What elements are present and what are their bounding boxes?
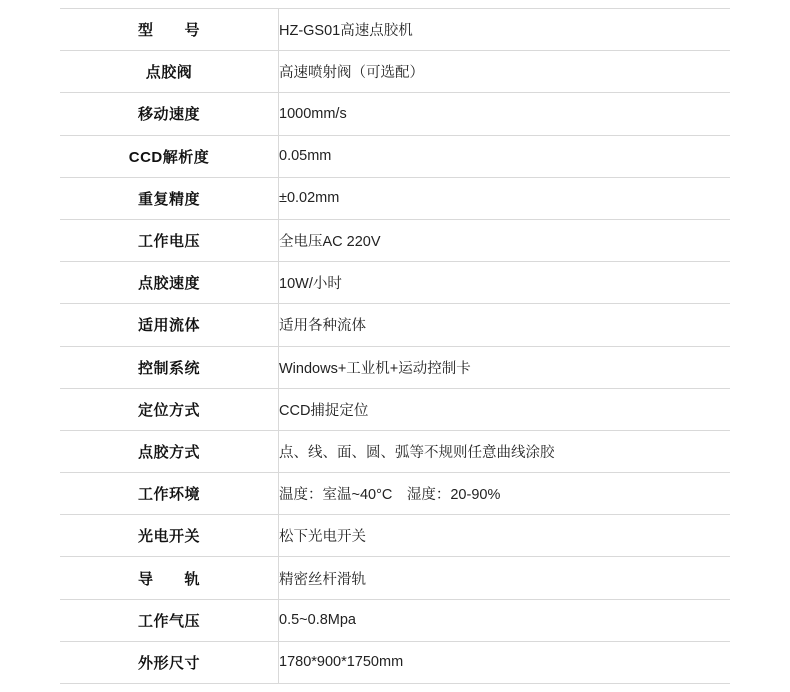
- spec-label: 工作电压: [137, 233, 200, 251]
- table-row: [60, 262, 730, 304]
- spec-value-cell: [279, 262, 731, 304]
- spec-value: 0.05mm: [279, 148, 332, 165]
- spec-label: 工作气压: [137, 612, 200, 630]
- table-row: [60, 93, 730, 135]
- spec-value-cell: [279, 346, 731, 388]
- spec-label-cell: [60, 9, 279, 51]
- spec-label-cell: [60, 262, 279, 304]
- table-row: [60, 473, 730, 515]
- spec-label: 光电开关: [137, 528, 200, 546]
- spec-value: ±0.02mm: [279, 190, 340, 207]
- table-row: [60, 557, 730, 599]
- spec-value-cell: [279, 93, 731, 135]
- spec-label-cell: [60, 473, 279, 515]
- spec-label: 工作环境: [137, 486, 200, 504]
- spec-label-cell: [60, 599, 279, 641]
- spec-value: 温度：室温~40°C 湿度：20-90%: [279, 487, 501, 504]
- spec-label: 外形尺寸: [137, 654, 200, 672]
- spec-value-cell: [279, 177, 731, 219]
- spec-table-body: [60, 9, 730, 684]
- spec-value: 高速喷射阀（可选配）: [279, 65, 424, 82]
- spec-label-cell: [60, 557, 279, 599]
- specification-table: [60, 8, 730, 684]
- spec-label: 点胶阀: [145, 64, 193, 82]
- spec-label: 重复精度: [137, 190, 200, 208]
- table-row: [60, 641, 730, 683]
- spec-value-cell: [279, 557, 731, 599]
- spec-value: 松下光电开关: [279, 529, 366, 546]
- spec-label-cell: [60, 388, 279, 430]
- spec-value-cell: [279, 599, 731, 641]
- spec-label-cell: [60, 346, 279, 388]
- spec-value: Windows+工业机+运动控制卡: [279, 360, 471, 377]
- spec-label-cell: [60, 430, 279, 472]
- spec-label-cell: [60, 135, 279, 177]
- spec-label: 点胶方式: [137, 443, 200, 461]
- spec-label-cell: [60, 515, 279, 557]
- spec-value: 精密丝杆滑轨: [279, 571, 366, 588]
- spec-label: 导 轨: [137, 570, 200, 588]
- spec-label-cell: [60, 641, 279, 683]
- spec-label: 定位方式: [137, 401, 200, 419]
- spec-label-cell: [60, 304, 279, 346]
- spec-value: 10W/小时: [279, 276, 342, 293]
- spec-label-cell: [60, 177, 279, 219]
- spec-value-cell: [279, 388, 731, 430]
- spec-label: 点胶速度: [137, 275, 200, 293]
- table-row: [60, 177, 730, 219]
- spec-value-cell: [279, 51, 731, 93]
- spec-value-cell: [279, 219, 731, 261]
- spec-value: CCD捕捉定位: [279, 402, 369, 419]
- table-row: [60, 304, 730, 346]
- spec-label: CCD解析度: [128, 148, 210, 166]
- spec-value: 点、线、面、圆、弧等不规则任意曲线涂胶: [279, 444, 555, 461]
- spec-value: 全电压AC 220V: [279, 234, 381, 251]
- spec-value-cell: [279, 430, 731, 472]
- spec-label-cell: [60, 93, 279, 135]
- spec-value: 1780*900*1750mm: [279, 654, 404, 671]
- spec-label: 型 号: [137, 22, 200, 40]
- spec-value-cell: [279, 473, 731, 515]
- spec-value-cell: [279, 641, 731, 683]
- spec-label: 控制系统: [137, 359, 200, 377]
- spec-value: HZ-GS01高速点胶机: [279, 23, 413, 40]
- spec-value: 适用各种流体: [279, 318, 366, 335]
- spec-label-cell: [60, 219, 279, 261]
- table-row: [60, 430, 730, 472]
- table-row: [60, 51, 730, 93]
- table-row: [60, 9, 730, 51]
- table-row: [60, 135, 730, 177]
- spec-value-cell: [279, 304, 731, 346]
- spec-value-cell: [279, 135, 731, 177]
- table-row: [60, 599, 730, 641]
- table-row: [60, 219, 730, 261]
- spec-label: 移动速度: [137, 106, 200, 124]
- spec-value-cell: [279, 515, 731, 557]
- spec-label: 适用流体: [137, 317, 200, 335]
- table-row: [60, 515, 730, 557]
- spec-label-cell: [60, 51, 279, 93]
- table-row: [60, 388, 730, 430]
- spec-value: 1000mm/s: [279, 105, 347, 122]
- table-row: [60, 346, 730, 388]
- spec-value: 0.5~0.8Mpa: [279, 612, 356, 629]
- spec-value-cell: [279, 9, 731, 51]
